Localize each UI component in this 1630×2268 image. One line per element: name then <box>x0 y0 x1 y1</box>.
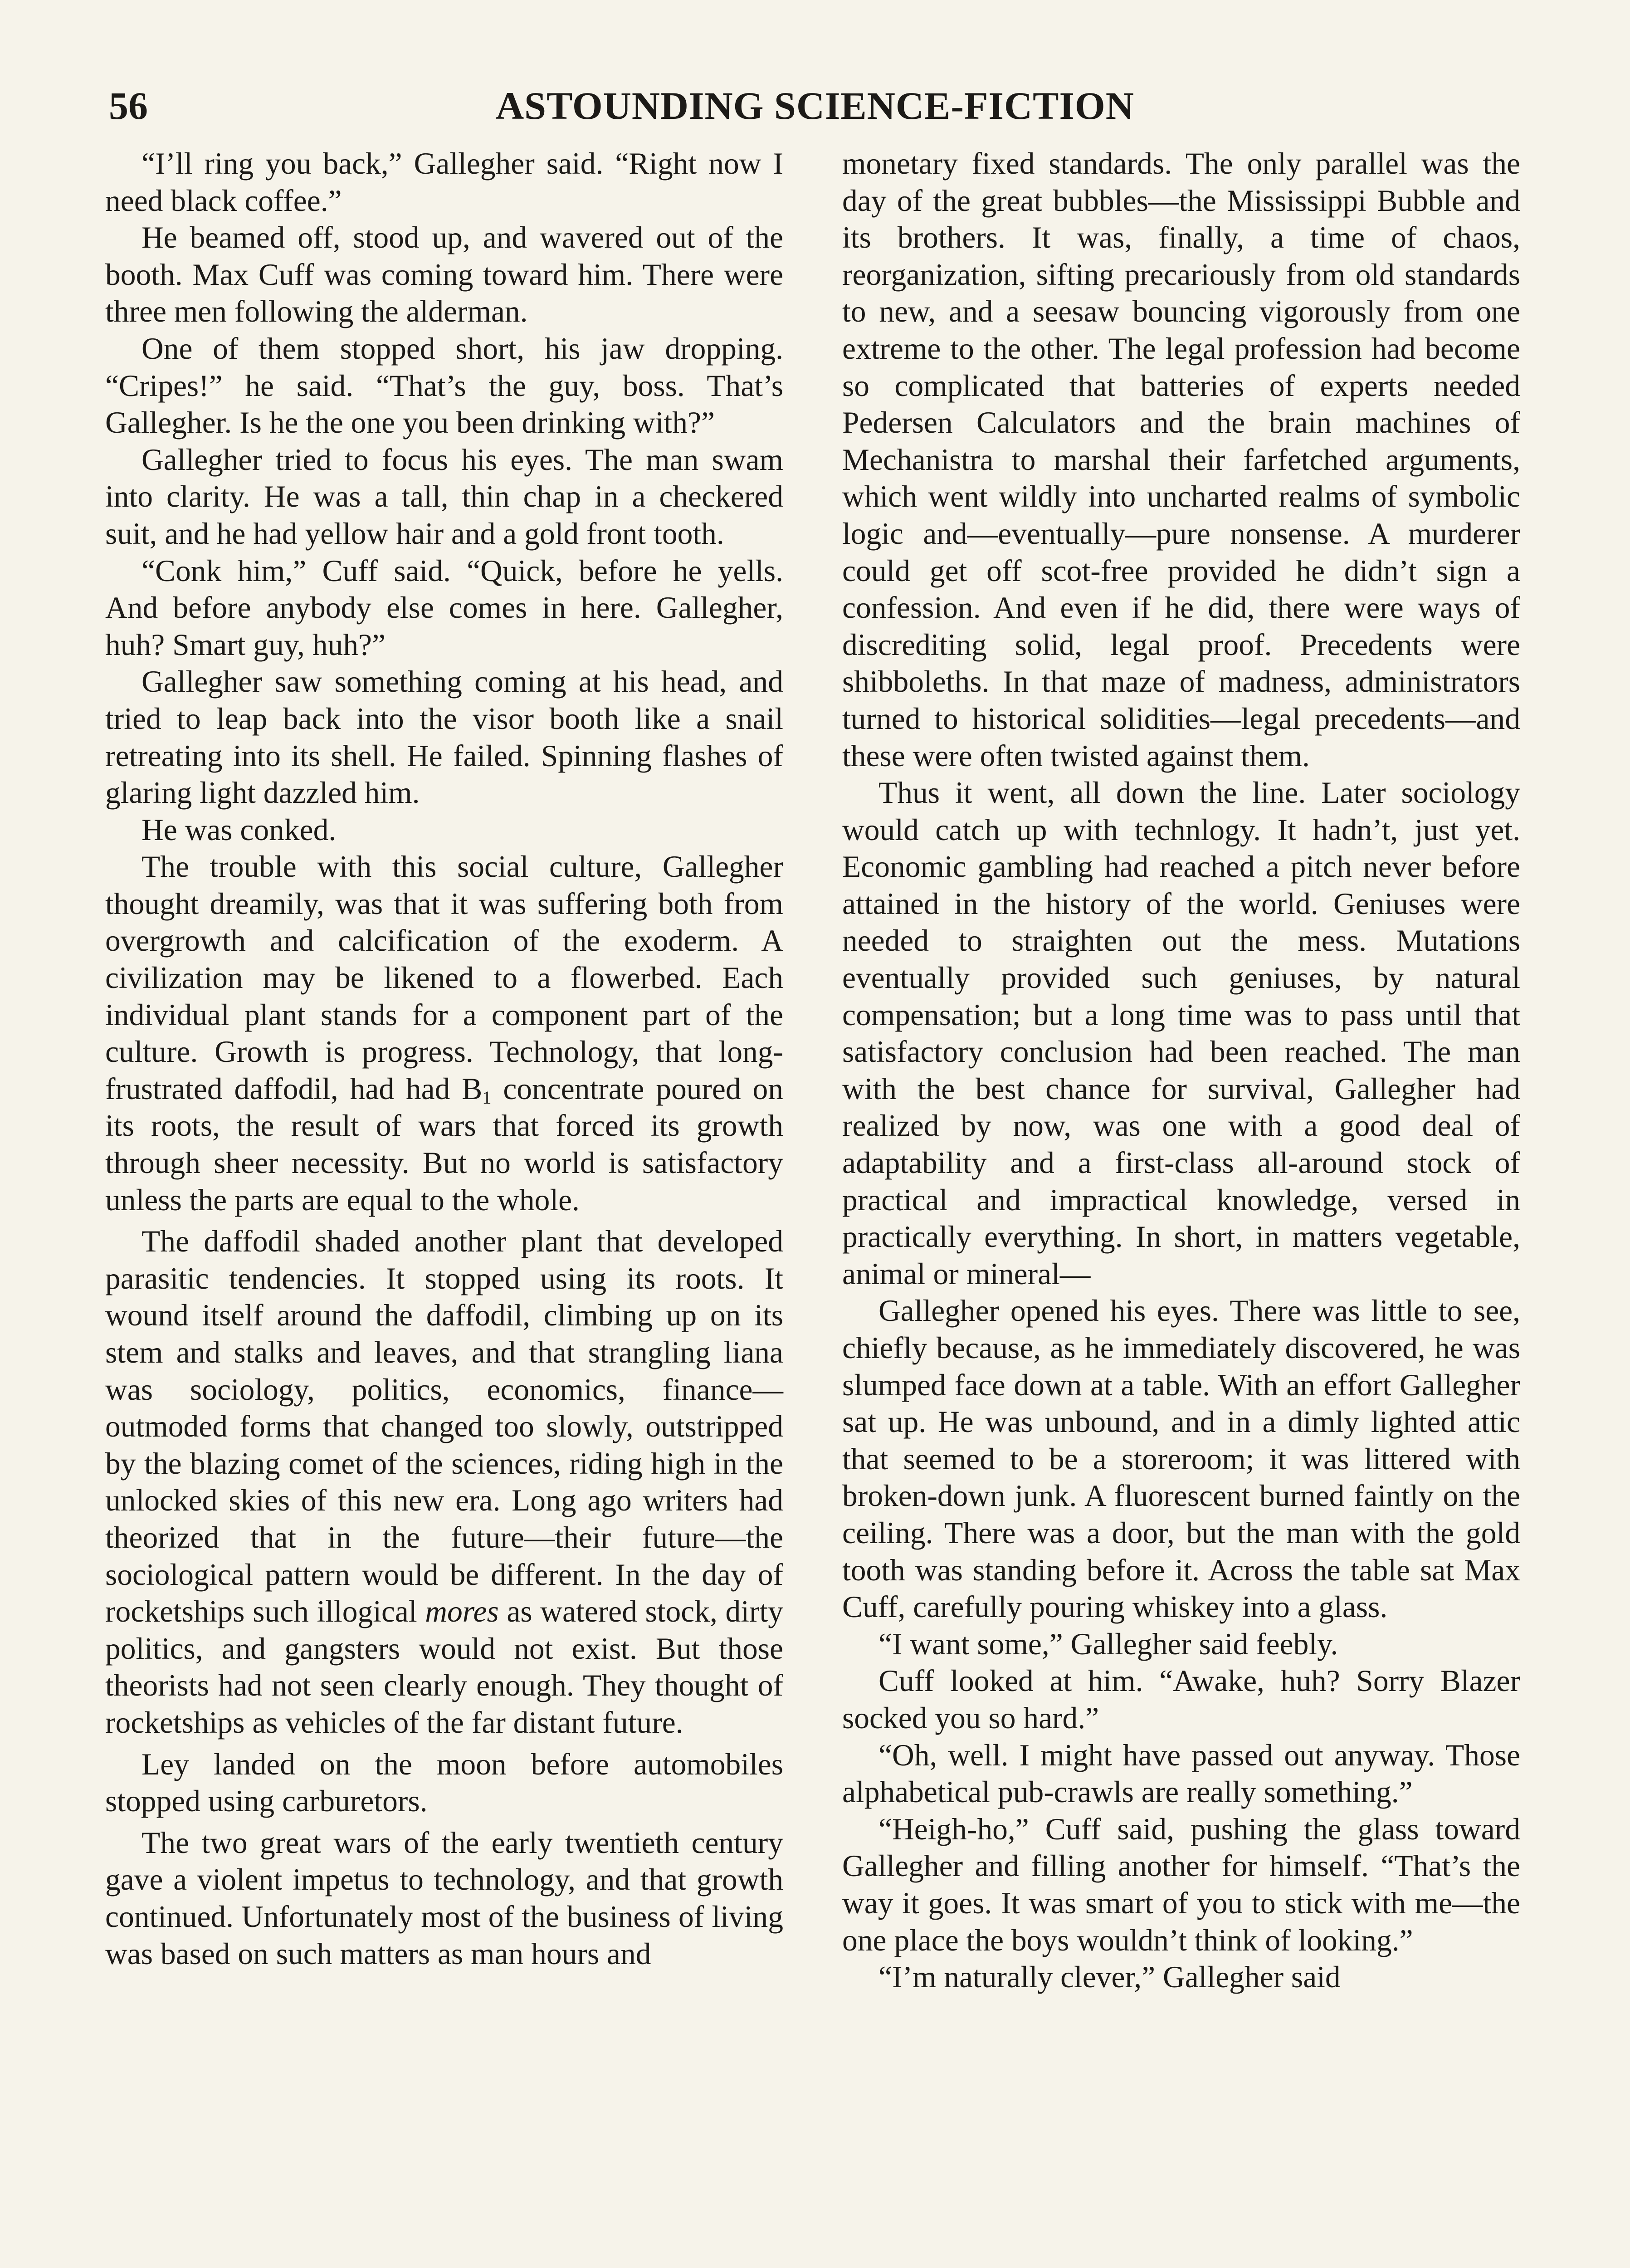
paragraph: He was conked. <box>142 812 337 847</box>
italic-word: mores <box>425 1594 499 1629</box>
paragraph: Ley landed on the moon before automobiles stopped using carburetors. <box>105 1747 783 1818</box>
paragraph <box>105 1223 783 1741</box>
paragraph: “Heigh-ho,” Cuff said, pushing the glass toward Gallegher and filling another for himself. “That’s the way it goes. It was smart of you to stick with me—the one place the boys wouldn’t think of looking.” <box>842 1812 1520 1957</box>
paragraph: “Oh, well. I might have passed out anyway. Those alphabetical pub-crawls are really something.” <box>842 1738 1520 1809</box>
paragraph: monetary fixed standards. The only parallel was the day of the great bubbles—the Mississippi Bubble and its brothers. It was, finally, a time of chaos, reorganization, sifting precariously from old standards to new, and a seesaw bouncing vigorously from one extreme to the other. The legal profession had become so complicated that batteries of experts needed Pedersen Calculators and the brain machines of Mechanistra to marshal their farfetched arguments, which went wildly into uncharted realms of symbolic logic and—eventually—pure nonsense. A murderer could get off scot-free provided he didn’t sign a confession. And even if he did, there were ways of discrediting solid, legal proof. Precedents were shibboleths. In that maze of madness, administrators turned to historical solidities—legal precedents—and these were often twisted against them. <box>842 147 1520 773</box>
paragraph <box>105 848 783 1218</box>
paragraph: Gallegher saw something coming at his head, and tried to leap back into the visor booth like a snail retreating into its shell. He failed. Spinning flashes of glaring light dazzled him. <box>105 665 783 810</box>
paragraph: “I’m naturally clever,” Gallegher said <box>878 1960 1341 1994</box>
paragraph-text: concentrate poured on its roots, the result of wars that forced its growth through sheer necessity. But no world is satisfactory unless the parts are equal to the whole. <box>105 1071 783 1217</box>
paragraph: “I want some,” Gallegher said feebly. <box>878 1627 1338 1661</box>
paragraph-text: as watered stock, dirty politics, and gangsters would not exist. But those theorists had not seen clearly enough. They thought of rocketships as vehicles of the far distant future. <box>105 1594 783 1740</box>
paragraph-text: The trouble with this social culture, Gallegher thought dreamily, was that it was suffering both from overgrowth and calcification of the exoderm. A civilization may be likened to a flowerbed. Each individual plant stands for a component part of the culture. Growth is progress. Technology, that long-frustrated daffodil, had had B <box>105 850 783 1106</box>
left-column <box>105 145 783 1972</box>
paragraph: He beamed off, stood up, and wavered out of the booth. Max Cuff was coming toward him. There were three men following the alderman. <box>105 220 783 329</box>
paragraph: One of them stopped short, his jaw dropping. “Cripes!” he said. “That’s the guy, boss. That’s Gallegher. Is he the one you been drinking with?” <box>105 331 783 440</box>
paragraph-text: The daffodil shaded another plant that developed parasitic tendencies. It stopped using its roots. It wound itself around the daffodil, climbing up on its stem and stalks and leaves, and that strangling liana was sociology, politics, economics, finance—outmoded forms that changed too slowly, outstripped by the blazing comet of the sciences, riding high in the unlocked skies of this new era. Long ago writers had theorized that in the future—their future—the sociological pattern would be different. In the day of rocketships such illogical <box>105 1224 783 1629</box>
right-column <box>842 145 1520 1996</box>
paragraph: Gallegher opened his eyes. There was little to see, chiefly because, as he immediately discovered, he was slumped face down at a table. With an effort Gallegher sat up. He was unbound, and in a dimly lighted attic that seemed to be a storeroom; it was littered with broken-down junk. A fluorescent burned faintly on the ceiling. There was a door, but the man with the gold tooth was standing before it. Across the table sat Max Cuff, carefully pouring whiskey into a glass. <box>842 1294 1520 1624</box>
running-head: ASTOUNDING SCIENCE-FICTION <box>496 84 1134 127</box>
paragraph: Thus it went, all down the line. Later sociology would catch up with technlogy. It hadn’t, just yet. Economic gambling had reached a pitch never before attained in the history of the world. Geniuses were needed to straighten out the mess. Mutations eventually provided such geniuses, by natural compensation; but a long time was to pass until that satisfactory conclusion had been reached. The man with the best chance for survival, Gallegher had realized by now, was one with a good deal of adaptability and a first-class all-around stock of practical and impractical knowledge, versed in practically everything. In short, in matters vegetable, animal or mineral— <box>842 776 1520 1291</box>
page-number: 56 <box>109 84 148 127</box>
paragraph: Cuff looked at him. “Awake, huh? Sorry Blazer socked you so hard.” <box>842 1664 1520 1735</box>
paragraph: “I’ll ring you back,” Gallegher said. “Right now I need black coffee.” <box>105 147 783 218</box>
paragraph: Gallegher tried to focus his eyes. The man swam into clarity. He was a tall, thin chap in a checkered suit, and he had yellow hair and a gold front tooth. <box>105 442 783 551</box>
paragraph: The two great wars of the early twentieth century gave a violent impetus to technology, and that growth continued. Unfortunately most of the business of living was based on such matters as man hours and <box>105 1825 783 1971</box>
paragraph: “Conk him,” Cuff said. “Quick, before he yells. And before anybody else comes in here. Gallegher, huh? Smart guy, huh?” <box>105 553 783 662</box>
subscript: 1 <box>482 1087 492 1108</box>
